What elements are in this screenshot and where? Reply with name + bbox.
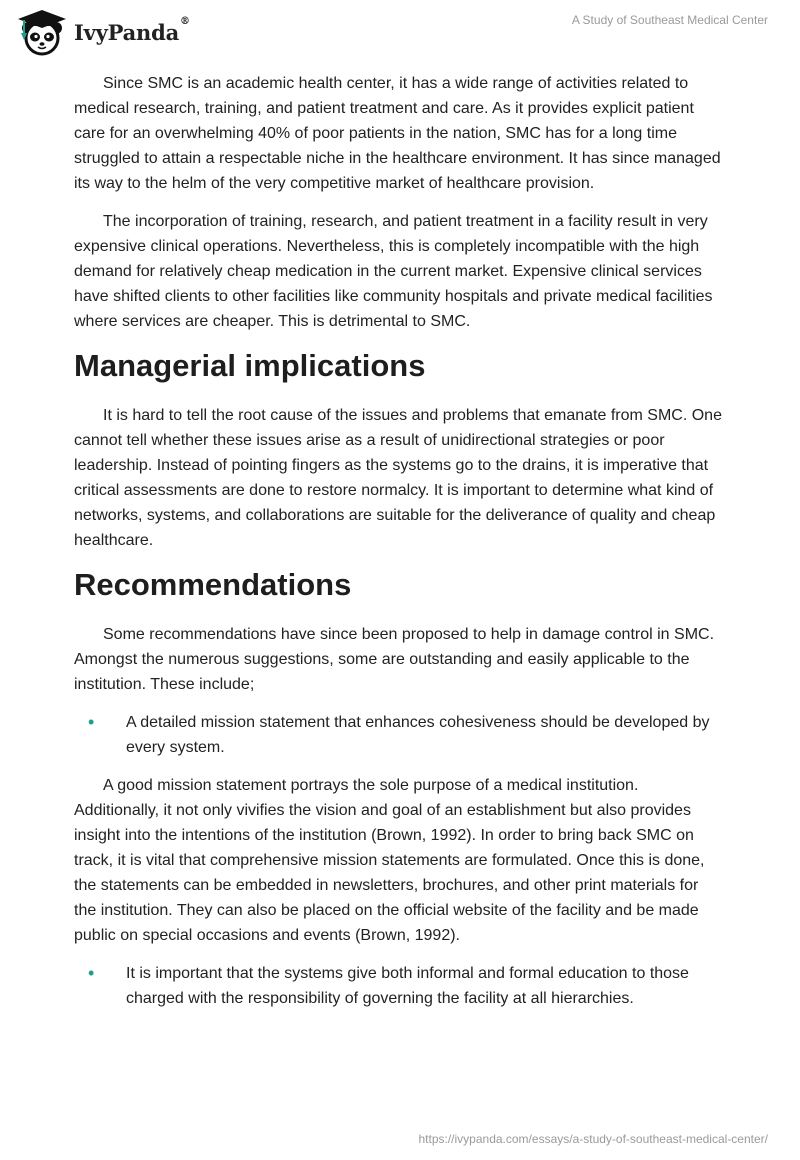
paragraph-5: A good mission statement portrays the sole purpose of a medical institution. Additionally, it not only vivifies the vision and goal of an establishment but also provides insight into the intentions of the institution (Brown, 1992). In order to bring back SMC on track, it is vital that comprehensive mission statements are formulated. Once this is done, the statements can be embedded in newsletters, brochures, and other print materials for the institution. They can also be placed on the official website of the facility and be made public on special occasions and events (Brown, 1992).	[74, 777, 705, 944]
heading-managerial-implications: Managerial implications	[74, 348, 426, 383]
paragraph-2: The incorporation of training, research, and patient treatment in a facility result in very expensive clinical operations. Nevertheless, this is completely incompatible with the high demand for relatively cheap medication in the current market. Expensive clinical services have shifted clients to other facilities like community hospitals and private medical facilities where services are cheaper. This is detrimental to SMC.	[74, 213, 713, 330]
document-title: A Study of Southeast Medical Center	[571, 13, 768, 27]
bullet-icon: •	[88, 963, 95, 983]
page-header	[0, 0, 800, 60]
panda-graduate-icon	[16, 8, 68, 56]
registered-mark: ®	[180, 15, 190, 27]
list-item-text: It is important that the systems give both informal and formal education to those charged with the responsibility of governing the facility at all hierarchies.	[126, 965, 689, 1007]
essay-content	[74, 71, 724, 1024]
paragraph-1: Since SMC is an academic health center, it has a wide range of activities related to medical research, training, and patient treatment and care. As it provides explicit patient care for an overwhelming 40% of poor patients in the nation, SMC has for a long time struggled to attain a respectable niche in the healthcare environment. It has since managed its way to the helm of the very competitive market of healthcare provision.	[74, 75, 721, 192]
ivypanda-logo[interactable]	[16, 8, 190, 56]
paragraph-3: It is hard to tell the root cause of the issues and problems that emanate from SMC. One cannot tell whether these issues arise as a result of unidirectional strategies or poor leadership. Instead of pointing fingers as the systems go to the drains, it is imperative that critical assessments are done to restore normalcy. It is important to determine what kind of networks, systems, and collaborations are suitable for the deliverance of quality and cheap healthcare.	[74, 407, 722, 549]
list-item-text: A detailed mission statement that enhances cohesiveness should be developed by every system.	[126, 714, 710, 756]
brand-name	[74, 15, 190, 45]
list-item	[74, 961, 724, 1011]
paragraph-4: Some recommendations have since been proposed to help in damage control in SMC. Amongst the numerous suggestions, some are outstanding and easily applicable to the institution. These include;	[74, 626, 715, 693]
bullet-icon: •	[88, 712, 95, 732]
source-url-link[interactable]: https://ivypanda.com/essays/a-study-of-southeast-medical-center/	[418, 1132, 768, 1146]
heading-recommendations: Recommendations	[74, 567, 352, 602]
list-item	[74, 710, 724, 760]
brand-text: IvyPanda	[74, 19, 180, 45]
